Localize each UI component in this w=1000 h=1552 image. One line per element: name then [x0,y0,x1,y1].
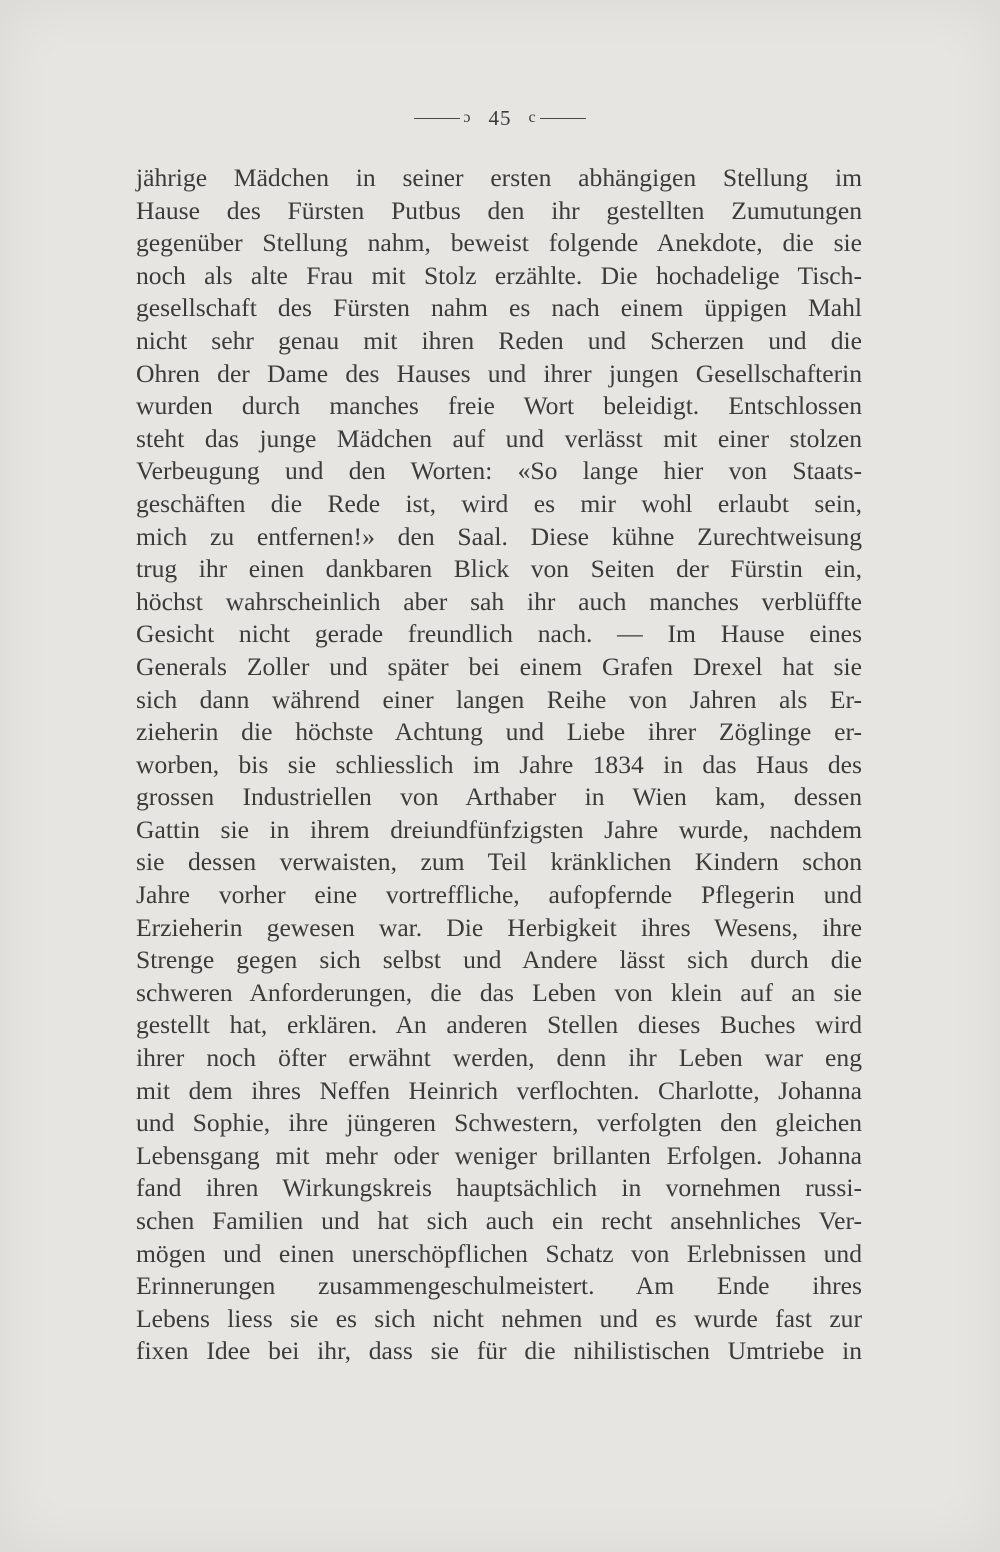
text-line: nicht sehr genau mit ihren Reden und Scherzen und die [136,325,862,355]
text-line: Strenge gegen sich selbst und Andere lässt sich durch die [136,945,862,975]
text-line: Lebens liess sie es sich nicht nehmen und es wurde fast zur [136,1303,862,1333]
text-line: steht das junge Mädchen auf und verlässt mit einer stolzen [136,423,862,453]
text-line: Gesicht nicht gerade freundlich nach. — Im Hause eines [136,619,862,649]
text-line: trug ihr einen dankbaren Blick von Seiten der Fürstin ein, [136,554,862,584]
text-line: Verbeugung und den Worten: «So lange hier von Staats- [136,456,862,486]
text-line: mich zu entfernen!» den Saal. Diese kühne Zurechtweisung [136,521,862,551]
text-line: Ohren der Dame des Hauses und ihrer jungen Gesellschafterin [136,358,862,388]
text-line: jährige Mädchen in seiner ersten abhängigen Stellung im [136,163,862,192]
body-text [136,162,862,1368]
text-line: Generals Zoller und später bei einem Grafen Drexel hat sie [136,651,862,681]
text-line: mit dem ihres Neffen Heinrich verflochten. Charlotte, Johanna [136,1075,862,1105]
text-line: sich dann während einer langen Reihe von Jahren als Er- [136,684,862,714]
text-line: wurden durch manches freie Wort beleidigt. Entschlossen [136,391,862,421]
text-line: gestellt hat, erklären. An anderen Stellen dieses Buches wird [136,1010,862,1040]
page-number: 45 [488,105,512,130]
header-ornament-right: c [528,109,537,127]
text-line: noch als alte Frau mit Stolz erzählte. Die hochadelige Tisch- [136,260,862,290]
header-ornament-left: ɔ [463,109,472,127]
page-header [0,104,1000,131]
text-line: Erzieherin gewesen war. Die Herbigkeit ihres Wesens, ihre [136,912,862,942]
text-line: gesellschaft des Fürsten nahm es nach einem üppigen Mahl [136,293,862,323]
header-rule-right [540,118,586,119]
text-line: fand ihren Wirkungskreis hauptsächlich in vornehmen russi- [136,1173,862,1203]
text-line: Jahre vorher eine vortreffliche, aufopfernde Pflegerin und [136,880,862,910]
text-line: worben, bis sie schliesslich im Jahre 1834 in das Haus des [136,749,862,779]
text-line: mögen und einen unerschöpflichen Schatz von Erlebnissen und [136,1238,862,1268]
text-line: zieherin die höchste Achtung und Liebe ihrer Zöglinge er- [136,717,862,747]
text-line: Gattin sie in ihrem dreiundfünfzigsten Jahre wurde, nachdem [136,814,862,844]
header-rule-left [414,118,460,119]
text-line: grossen Industriellen von Arthaber in Wien kam, dessen [136,782,862,812]
text-line: schweren Anforderungen, die das Leben von klein auf an sie [136,977,862,1007]
text-line: Hause des Fürsten Putbus den ihr gestellten Zumutungen [136,195,862,225]
text-line: Lebensgang mit mehr oder weniger brillanten Erfolgen. Johanna [136,1140,862,1170]
text-line: ihrer noch öfter erwähnt werden, denn ihr Leben war eng [136,1043,862,1073]
text-line: geschäften die Rede ist, wird es mir wohl erlaubt sein, [136,488,862,518]
text-line: Erinnerungen zusammengeschulmeistert. Am Ende ihres [136,1271,862,1301]
text-line: gegenüber Stellung nahm, beweist folgende Anekdote, die sie [136,228,862,258]
text-line: schen Familien und hat sich auch ein recht ansehnliches Ver- [136,1206,862,1235]
text-line: sie dessen verwaisten, zum Teil kränklichen Kindern schon [136,847,862,877]
text-line: fixen Idee bei ihr, dass sie für die nihilistischen Umtriebe in [136,1336,862,1366]
text-line: und Sophie, ihre jüngeren Schwestern, verfolgten den gleichen [136,1108,862,1138]
text-line: höchst wahrscheinlich aber sah ihr auch manches verblüffte [136,586,862,616]
